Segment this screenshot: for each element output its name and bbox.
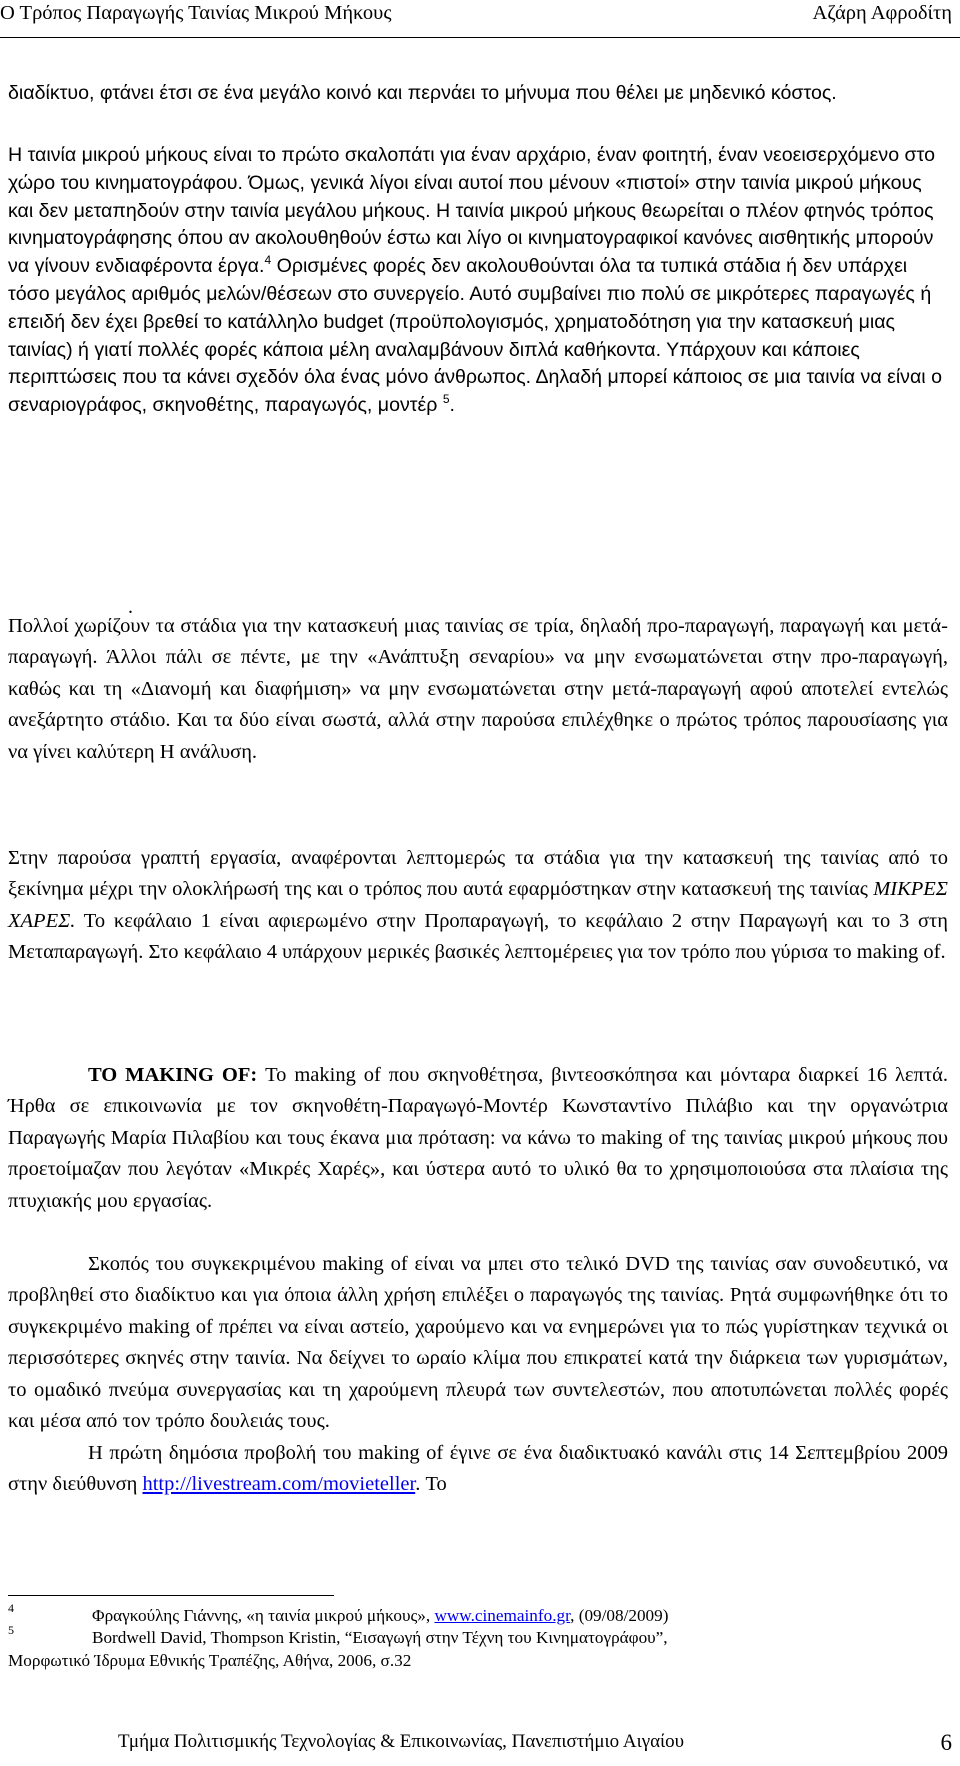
paragraph-2-text-b: Ορισμένες φορές δεν ακολουθούνται όλα τα τυπικά στάδια ή δεν υπάρχει τόσο μεγάλος αριθμός μελών/θέσεων στο συνεργείο. Αυτό συμβαίνει πιο πολύ σε μικρότερες παραγωγές ή επειδή δεν έχει βρεθεί το κατάλληλο budget (προϋπολογισμός, χρηματοδότηση για την κατασκευή μιας ταινίας) ή γιατί πολλές φορές κάποια μέλη αναλαμβάνουν διπλά καθήκοντα. Υπάρχουν και κάποιες περιπτώσεις που τα κάνει σχεδόν όλα ένας μόνο άνθρωπος. Δηλαδή μπορεί κάποιος σε μια ταινία να είναι ο σεναριογράφος, σκηνοθέτης, παραγωγός, μοντέρ — [8, 255, 942, 417]
footnote-4-number: 4 — [8, 1601, 14, 1615]
paragraph-4 — [8, 843, 948, 969]
paragraph-7-text-a: Η πρώτη δημόσια προβολή του making of έγινε σε ένα διαδικτυακό κανάλι στις 14 Σεπτεμβρίου 2009 στην διεύθυνση — [8, 1442, 948, 1496]
cinemainfo-link[interactable]: www.cinemainfo.gr — [434, 1606, 571, 1625]
footnote-5-text: Bordwell David, Thompson Kristin, “Εισαγωγή στην Τέχνη του Κινηματογράφου”, — [92, 1628, 668, 1647]
paragraph-2-text-a: Η ταινία μικρού μήκους είναι το πρώτο σκαλοπάτι για έναν αρχάριο, έναν φοιτητή, έναν νεοεισερχόμενο στο χώρο του κινηματογράφου. Όμως, γενικά λίγοι είναι αυτοί που μένουν «πιστοί» στην ταινία μικρού μήκους και δεν μεταπηδούν στην ταινία μεγάλου μήκους. Η ταινία μικρού μήκους θεωρείται ο πλέον φτηνός τρόπος κινηματογράφησης όπου αν ακολουθηθούν έστω και λίγο οι κινηματογραφικοί κανόνες αισθητικής μπορούν να γίνουν ενδιαφέροντα έργα. — [8, 144, 935, 278]
paragraph-2 — [8, 142, 948, 420]
header-rule — [0, 37, 960, 38]
page-number: 6 — [940, 1730, 952, 1755]
footnote-5-number: 5 — [8, 1623, 14, 1637]
paragraph-3: Πολλοί χωρίζουν τα στάδια για την κατασκευή μιας ταινίας σε τρία, δηλαδή προ-παραγωγή, παραγωγή και μετά-παραγωγή. Άλλοι πάλι σε πέντε, με την «Ανάπτυξη σεναρίου» να μην ενσωματώνεται στην προ-παραγωγή, καθώς και τη «Διανομή και διαφήμιση» να μην ενσωματώνεται στην μετά-παραγωγή αφού αποτελεί εντελώς ανεξάρτητο στάδιο. Και τα δύο είναι σωστά, αλλά στην παρούσα επιλέχθηκε ο πρώτος τρόπος παρουσίασης για να γίνει καλύτερη Η ανάλυση. — [8, 615, 948, 763]
footnote-5 — [8, 1623, 950, 1672]
footnote-4-text-a: Φραγκούλης Γιάννης, «η ταινία μικρού μήκους», — [92, 1606, 435, 1625]
paragraph-7-text-b: . Το — [415, 1473, 447, 1496]
paragraph-7 — [8, 1438, 948, 1501]
header-author: Αζάρη Αφροδίτη — [812, 2, 952, 24]
footnote-4-text-b: , (09/08/2009) — [570, 1606, 669, 1625]
paragraph-1: διαδίκτυο, φτάνει έτσι σε ένα μεγάλο κοινό και περνάει το μήνυμα που θέλει με μηδενικό κόστος. — [8, 82, 837, 104]
stray-period: . — [128, 596, 133, 618]
footnote-5-continuation: Μορφωτικό Ίδρυμα Εθνικής Τραπέζης, Αθήνα, 2006, σ.32 — [8, 1651, 412, 1670]
film-title-italic: ΜΙΚΡΕΣ ΧΑΡΕΣ. — [8, 878, 948, 932]
making-of-heading: ΤΟ MAKING OF: — [88, 1064, 258, 1086]
paragraph-4-text-a: Στην παρούσα γραπτή εργασία, αναφέρονται λεπτομερώς τα στάδια για την κατασκευή της ταινίας από το ξεκίνημα μέχρι την ολοκλήρωσή της και ο τρόπος που αυτά εφαρμόστηκαν στην κατασκευή της ταινίας — [8, 847, 948, 901]
paragraph-making-of — [8, 1060, 948, 1217]
footnote-4-text — [92, 1604, 668, 1627]
paragraph-4-text-b: Το κεφάλαιο 1 είναι αφιερωμένο στην Προπαραγωγή, το κεφάλαιο 2 στην Παραγωγή και το 3 στη Μεταπαραγωγή. Στο κεφάλαιο 4 υπάρχουν μερικές βασικές λεπτομέρειες για τον τρόπο που γύρισα το making of. — [8, 909, 948, 964]
footnote-ref-4[interactable]: 4 — [264, 253, 272, 268]
footer-department: Τμήμα Πολιτισμικής Τεχνολογίας & Επικοινωνίας, Πανεπιστήμιο Αιγαίου — [118, 1731, 685, 1752]
paragraph-2-end: . — [449, 394, 455, 417]
footnote-separator — [8, 1595, 334, 1596]
header-title: Ο Τρόπος Παραγωγής Ταινίας Μικρού Μήκους — [0, 2, 392, 24]
footnote-ref-5[interactable]: 5 — [442, 392, 450, 407]
livestream-link[interactable]: http://livestream.com/movieteller — [142, 1473, 416, 1496]
running-header — [0, 2, 960, 30]
paragraph-6: Σκοπός του συγκεκριμένου making of είναι να μπει στο τελικό DVD της ταινίας σαν συνοδευτικό, να προβληθεί στο διαδίκτυο και για όποια άλλη χρήση επιλέξει ο παραγωγός της ταινίας. Ρητά συμφωνήθηκε ότι το συγκεκριμένο making of πρέπει να είναι αστείο, χαρούμενο και να ενημερώνει για το πώς γυρίστηκαν τεχνικά οι περισσότερες σκηνές στην ταινία. Να δείχνει το ωραίο κλίμα που επικρατεί κατά την διάρκεια των γυρισμάτων, το ομαδικό πνεύμα συνεργασίας και τη χαρούμενη πλευρά των συντελεστών, που αποτυπώνεται πολλές φορές και μέσα από τον τρόπο δουλειάς τους. — [8, 1253, 948, 1433]
making-of-text: Το making of που σκηνοθέτησα, βιντεοσκόπησα και μόνταρα διαρκεί 16 λεπτά. Ήρθα σε επικοινωνία με τον σκηνοθέτη-Παραγωγό-Μοντέρ Κωνσταντίνο Πιλάβιο και την οργανώτρια Παραγωγής Μαρία Πιλαβίου και τους έκανα μια πρόταση: να κάνω το making of της ταινίας μικρού μήκους που προετοίμαζαν που λεγόταν «Μικρές Χαρές», και ύστερα αυτό το υλικό θα το χρησιμοποιούσα στα πλαίσια της πτυχιακής μου εργασίας. — [8, 1064, 948, 1212]
